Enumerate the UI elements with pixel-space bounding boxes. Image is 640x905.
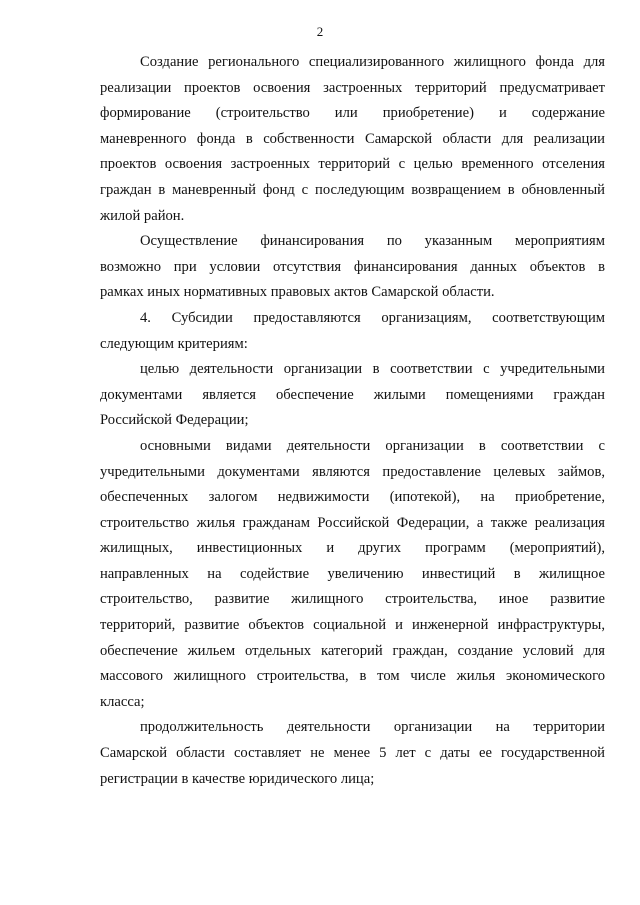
paragraph <box>100 229 605 306</box>
text-line: возможно при условии отсутствия финансирования данных объектов в <box>100 258 605 275</box>
text-line: целью деятельности организации в соответствии с учредительными <box>140 361 605 378</box>
text-line: Российской Федерации; <box>100 412 249 429</box>
text-line: 4. Субсидии предоставляются организациям, соответствующим <box>140 309 605 326</box>
paragraph <box>100 434 605 716</box>
text-line: Осуществление финансирования по указанным мероприятиям <box>140 233 605 250</box>
text-line: массового жилищного строительства, в том числе жилья экономического <box>100 668 605 685</box>
text-line: Создание регионального специализированного жилищного фонда для <box>140 54 605 70</box>
paragraph <box>100 306 605 357</box>
text-line: проектов освоения застроенных территорий с целью временного отселения <box>100 156 605 173</box>
text-line: Самарской области составляет не менее 5 лет с даты ее государственной <box>100 745 605 762</box>
text-line: рамках иных нормативных правовых актов Самарской области. <box>100 284 495 301</box>
text-line: маневренного фонда в собственности Самарской области для реализации <box>100 130 605 147</box>
page-number: 2 <box>316 24 324 39</box>
document-body <box>100 50 605 792</box>
text-line: следующим критериям: <box>100 335 248 352</box>
text-line: территорий, развитие объектов социальной и инженерной инфраструктуры, <box>100 617 605 634</box>
text-line: класса; <box>100 693 145 710</box>
text-line: жилищных, инвестиционных и других программ (мероприятий), <box>100 540 605 557</box>
text-line: строительство, развитие жилищного строительства, иное развитие <box>100 591 605 608</box>
text-line: обеспеченных залогом недвижимости (ипотекой), на приобретение, <box>100 489 605 506</box>
paragraph <box>100 357 605 434</box>
text-line: основными видами деятельности организации в соответствии с <box>140 437 605 454</box>
text-line: обеспечение жильем отдельных категорий граждан, создание условий для <box>100 642 605 659</box>
paragraph <box>100 50 605 229</box>
text-line: учредительными документами являются предоставление целевых займов, <box>100 463 605 480</box>
text-line: направленных на содействие увеличению инвестиций в жилищное <box>100 565 605 582</box>
text-line: граждан в маневренный фонд с последующим возвращением в обновленный <box>100 181 605 198</box>
text-line: реализации проектов освоения застроенных территорий предусматривает <box>100 79 605 96</box>
text-line: продолжительность деятельности организации на территории <box>140 719 605 736</box>
text-line: жилой район. <box>100 207 185 224</box>
text-line: формирование (строительство или приобретение) и содержание <box>100 105 605 122</box>
paragraph <box>100 715 605 792</box>
text-line: регистрации в качестве юридического лица; <box>100 770 375 787</box>
text-line: документами является обеспечение жилыми помещениями граждан <box>100 386 605 403</box>
text-line: строительство жилья гражданам Российской Федерации, а также реализация <box>100 514 605 531</box>
